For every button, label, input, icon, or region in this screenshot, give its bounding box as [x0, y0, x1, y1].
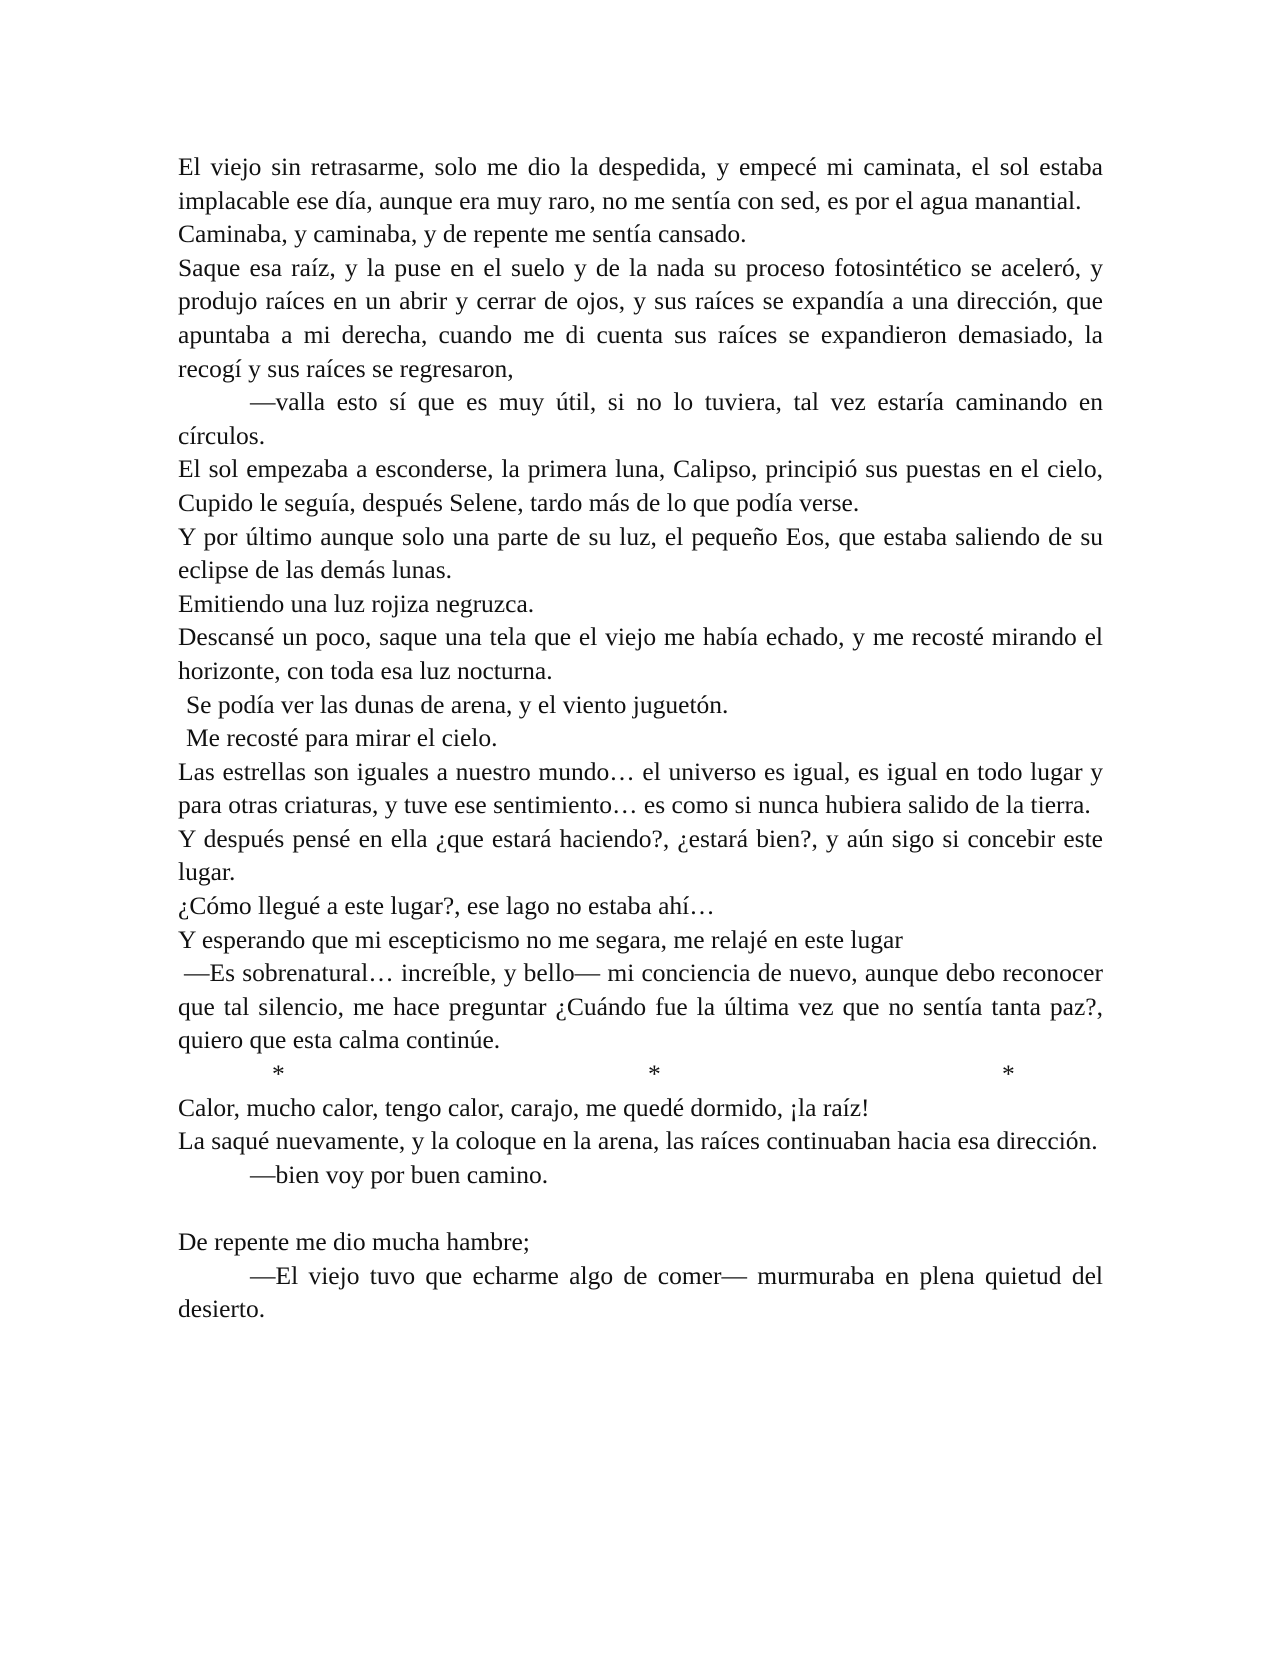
paragraph: Saque esa raíz, y la puse en el suelo y de la nada su proceso fotosintético se aceleró, y produjo raíces en un abrir y cerrar de ojos, y sus raíces se expandía a una dirección, que apuntaba a mi derecha, cuando me di cuenta sus raíces se expandieron demasiado, la recogí y sus raíces se regresaron, — [178, 252, 1103, 383]
paragraph: Las estrellas son iguales a nuestro mundo… el universo es igual, es igual en todo lugar y para otras criaturas, y tuve ese sentimiento… es como si nunca hubiera salido de la tierra. — [178, 756, 1103, 820]
paragraph: El sol empezaba a esconderse, la primera luna, Calipso, principió sus puestas en el cielo, Cupido le seguía, después Selene, tardo más de lo que podía verse. — [178, 454, 1103, 517]
dialogue-paragraph: —El viejo tuvo que echarme algo de comer— murmuraba en plena quietud del desierto. — [178, 1260, 1103, 1324]
body-text — [178, 150, 1103, 1326]
separator-asterisk: * — [272, 1059, 285, 1089]
blank-line — [178, 1191, 1103, 1225]
separator-asterisk: * — [1002, 1059, 1015, 1089]
section-separator — [178, 1057, 1103, 1091]
paragraph: Descansé un poco, saque una tela que el viejo me había echado, y me recosté mirando el horizonte, con toda esa luz nocturna. — [178, 622, 1103, 685]
dialogue-paragraph: —bien voy por buen camino. — [250, 1159, 549, 1189]
paragraph: La saqué nuevamente, y la coloque en la arena, las raíces continuaban hacia esa dirección. — [178, 1126, 1098, 1156]
paragraph: Se podía ver las dunas de arena, y el viento juguetón. — [186, 689, 729, 719]
separator-asterisk: * — [648, 1059, 661, 1089]
paragraph: Y esperando que mi escepticismo no me segara, me relajé en este lugar — [178, 924, 903, 954]
paragraph: ¿Cómo llegué a este lugar?, ese lago no estaba ahí… — [178, 891, 715, 921]
paragraph: Me recosté para mirar el cielo. — [186, 723, 498, 753]
paragraph: Caminaba, y caminaba, y de repente me sentía cansado. — [178, 219, 747, 249]
paragraph: De repente me dio mucha hambre; — [178, 1227, 530, 1256]
paragraph: Emitiendo una luz rojiza negruzca. — [178, 588, 535, 618]
paragraph: El viejo sin retrasarme, solo me dio la despedida, y empecé mi caminata, el sol estaba implacable ese día, aunque era muy raro, no me sentía con sed, es por el agua manantial. — [178, 152, 1103, 215]
paragraph: Calor, mucho calor, tengo calor, carajo, me quedé dormido, ¡la raíz! — [178, 1092, 870, 1122]
dialogue-paragraph: —Es sobrenatural… increíble, y bello— mi conciencia de nuevo, aunque debo reconocer que tal silencio, me hace preguntar ¿Cuándo fue la última vez que no sentía tanta paz?, quiero que esta calma continúe. — [178, 958, 1103, 1055]
paragraph: Y después pensé en ella ¿que estará haciendo?, ¿estará bien?, y aún sigo si concebir este lugar. — [178, 823, 1103, 887]
paragraph: Y por último aunque solo una parte de su luz, el pequeño Eos, que estaba saliendo de su eclipse de las demás lunas. — [178, 521, 1103, 585]
dialogue-paragraph: —valla esto sí que es muy útil, si no lo tuviera, tal vez estaría caminando en círculos. — [178, 387, 1103, 450]
